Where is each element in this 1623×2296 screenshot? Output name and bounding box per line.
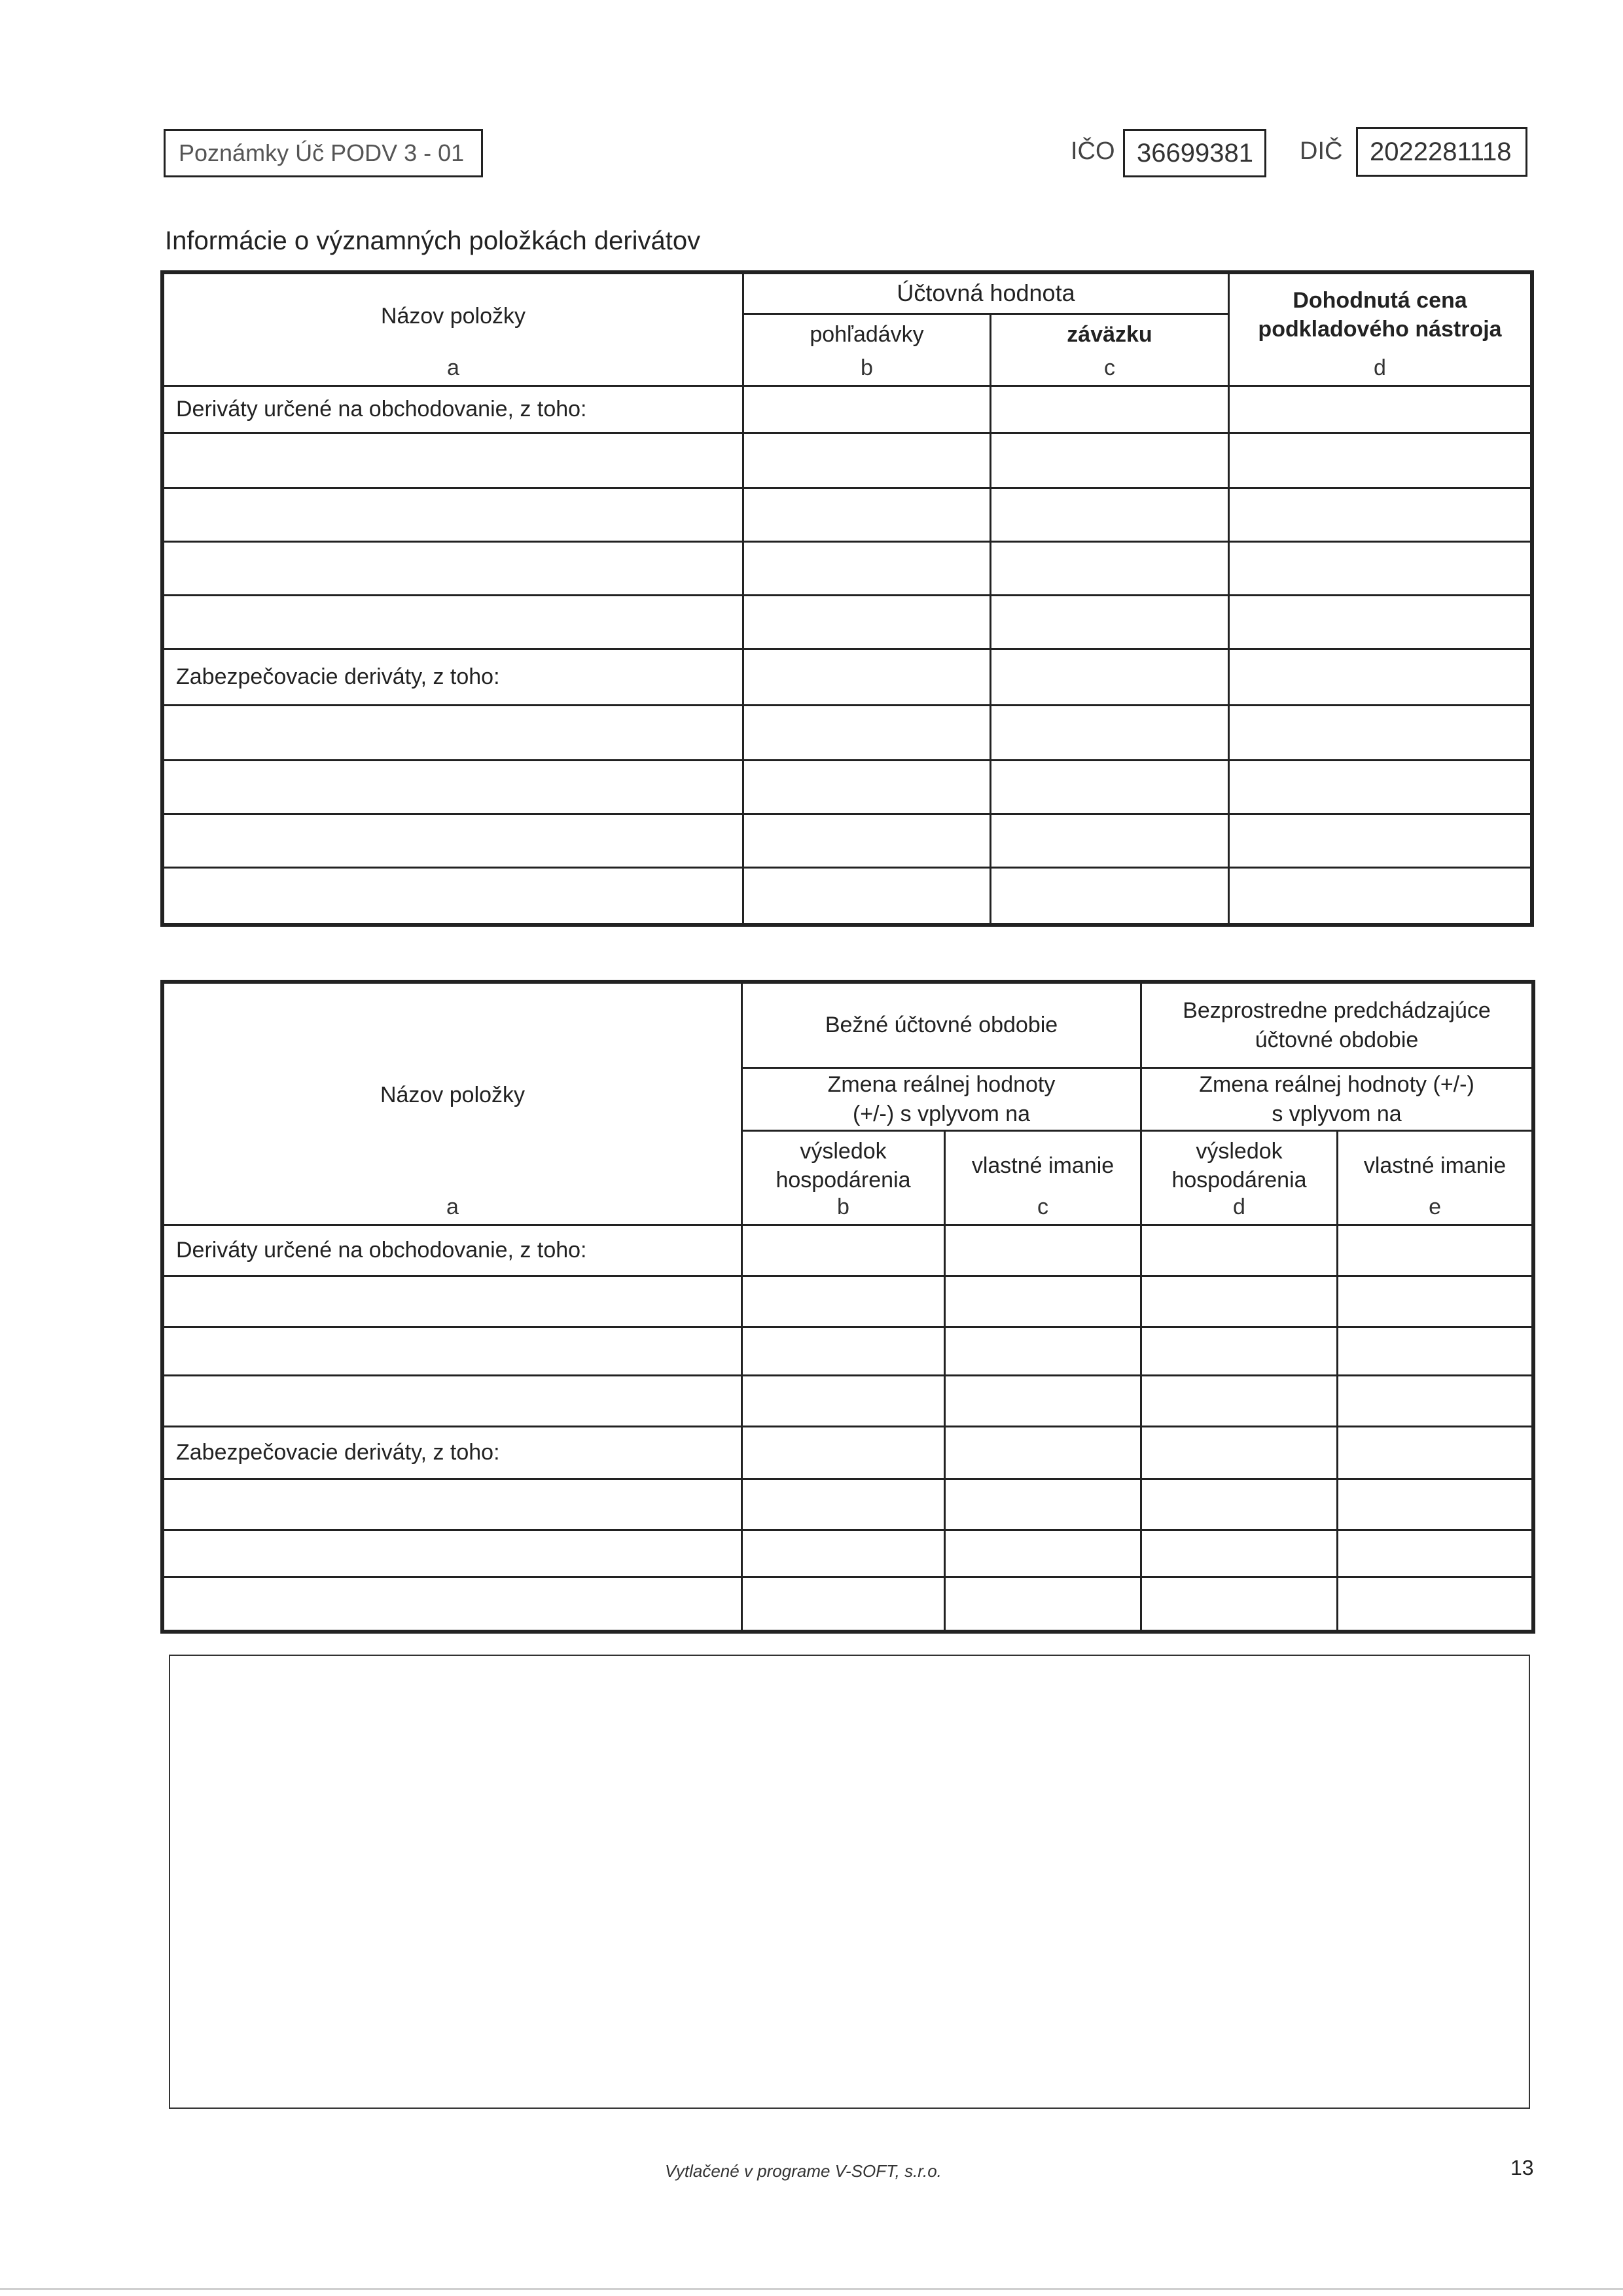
t1-row-hedging: Zabezpečovacie deriváty, z toho:: [164, 649, 743, 706]
t1-letter-c: c: [1104, 355, 1115, 380]
t1-header-liabilities: [991, 314, 1229, 386]
t2-cell: [1141, 1530, 1338, 1577]
t2-col-c: vlastné imanie: [971, 1153, 1115, 1178]
t2-cell: [742, 1479, 945, 1530]
t2-cell: [1338, 1577, 1533, 1631]
t2-prev-line2: účtovné obdobie: [1255, 1027, 1419, 1052]
t2-header-name: [164, 983, 742, 1225]
t2-cell: [945, 1276, 1141, 1327]
derivatives-carrying-value-table: [162, 272, 1532, 925]
t1-cell: [164, 433, 743, 488]
t1-header-agreed-price: [1229, 274, 1531, 386]
t2-fv-cur-line1: Zmena reálnej hodnoty: [827, 1072, 1056, 1098]
t2-letter-e: e: [1429, 1194, 1441, 1219]
t2-header-name-text: Názov položky: [380, 1083, 526, 1107]
t2-cell: [945, 1577, 1141, 1631]
t1-row-trading: Deriváty určené na obchodovanie, z toho:: [164, 386, 743, 433]
t1-header-name: [164, 274, 743, 386]
t2-cell: [164, 1479, 742, 1530]
t2-fv-cur-line2: (+/-) s vplyvom na: [852, 1101, 1031, 1126]
t2-fv-prev-line2: s vplyvom na: [1272, 1101, 1402, 1126]
t1-cell: [1229, 433, 1531, 488]
t1-cell: [1229, 488, 1531, 542]
t2-cell: [742, 1327, 945, 1376]
t2-header-col-e: [1338, 1131, 1533, 1225]
t2-cell: [1338, 1376, 1533, 1427]
t1-letter-d: d: [1374, 355, 1386, 380]
t2-cell: [1141, 1577, 1338, 1631]
t2-cell: [1141, 1376, 1338, 1427]
t2-cell: [945, 1427, 1141, 1479]
t2-cell: [1338, 1530, 1533, 1577]
t2-cell: [945, 1530, 1141, 1577]
t2-cell: [1141, 1276, 1338, 1327]
t1-cell: [743, 761, 991, 814]
page-number: 13: [1510, 2156, 1534, 2179]
t2-letter-a: a: [446, 1194, 459, 1219]
t1-letter-b: b: [861, 355, 873, 380]
t2-cell: [945, 1479, 1141, 1530]
t2-cell: [945, 1376, 1141, 1427]
section-title: Informácie o významných položkách derivátov: [165, 226, 701, 255]
t1-cell: [1229, 542, 1531, 596]
t1-cell: [164, 761, 743, 814]
t1-header-receivables: [743, 314, 991, 386]
t2-row-trading: Deriváty určené na obchodovanie, z toho:: [164, 1225, 742, 1276]
t2-cell: [1338, 1327, 1533, 1376]
t2-cell: [1141, 1427, 1338, 1479]
t2-header-col-d: [1141, 1131, 1338, 1225]
t1-cell: [743, 868, 991, 924]
ico-label: IČO: [1071, 137, 1115, 165]
t1-cell: [991, 596, 1229, 649]
t1-cell: [1229, 706, 1531, 761]
t2-cell: [164, 1276, 742, 1327]
t1-header-name-text: Názov položky: [380, 304, 526, 329]
t2-header-fv-change-current: [742, 1068, 1141, 1131]
t1-cell: [991, 542, 1229, 596]
t1-cell: [991, 433, 1229, 488]
t2-cell: [164, 1376, 742, 1427]
t1-col-c: záväzku: [1067, 322, 1152, 347]
t1-cell: [743, 706, 991, 761]
t1-col-d-line1: Dohodnutá cena: [1293, 288, 1467, 313]
t2-col-e: vlastné imanie: [1363, 1153, 1507, 1178]
t1-cell: [991, 386, 1229, 433]
t2-letter-b: b: [837, 1194, 849, 1219]
t1-cell: [991, 706, 1229, 761]
t1-cell: [743, 488, 991, 542]
t1-cell: [743, 814, 991, 868]
t2-cell: [742, 1276, 945, 1327]
t2-cell: [164, 1530, 742, 1577]
ico-field: [1123, 129, 1266, 177]
t1-cell: [743, 596, 991, 649]
t2-cell: [164, 1327, 742, 1376]
t2-cell: [742, 1376, 945, 1427]
dic-value: 2022281118: [1370, 137, 1512, 166]
t1-cell: [1229, 386, 1531, 433]
derivatives-fair-value-change-table: [162, 982, 1533, 1632]
t1-cell: [164, 488, 743, 542]
t2-prev-line1: Bezprostredne predchádzajúce: [1183, 998, 1491, 1024]
t1-cell: [991, 868, 1229, 924]
form-name: Poznámky Úč PODV 3 - 01: [179, 139, 465, 166]
t1-cell: [164, 542, 743, 596]
t1-cell: [743, 433, 991, 488]
t2-cell: [1338, 1276, 1533, 1327]
t2-cell: [742, 1225, 945, 1276]
t1-cell: [743, 386, 991, 433]
printed-by: Vytlačené v programe V-SOFT, s.r.o.: [665, 2161, 942, 2181]
t2-cell: [164, 1577, 742, 1631]
t1-col-d-line2: podkladového nástroja: [1258, 317, 1502, 342]
t1-cell: [1229, 868, 1531, 924]
t2-header-previous-period: [1141, 983, 1533, 1068]
t2-row-hedging: Zabezpečovacie deriváty, z toho:: [164, 1427, 742, 1479]
t2-fv-prev-line1: Zmena reálnej hodnoty (+/-): [1199, 1072, 1474, 1098]
t1-cell: [743, 542, 991, 596]
t2-cell: [945, 1327, 1141, 1376]
t2-col-d-line1: výsledok: [1196, 1139, 1283, 1164]
t1-header-carrying-value: Účtovná hodnota: [743, 274, 1229, 314]
t2-col-b-line1: výsledok: [800, 1139, 887, 1164]
t2-cell: [1141, 1479, 1338, 1530]
t2-header-col-b: [742, 1131, 945, 1225]
t2-header-fv-change-previous: [1141, 1068, 1533, 1131]
t1-cell: [1229, 649, 1531, 706]
t2-col-d-line2: hospodárenia: [1171, 1168, 1307, 1193]
t2-letter-c: c: [1037, 1194, 1048, 1219]
t1-cell: [1229, 596, 1531, 649]
t1-cell: [991, 649, 1229, 706]
t2-header-current-period: Bežné účtovné obdobie: [742, 983, 1141, 1068]
t2-cell: [1338, 1225, 1533, 1276]
t2-cell: [742, 1427, 945, 1479]
t1-cell: [743, 649, 991, 706]
dic-label: DIČ: [1300, 137, 1343, 165]
dic-field: [1356, 127, 1527, 177]
t1-cell: [164, 706, 743, 761]
t2-cell: [1338, 1479, 1533, 1530]
t1-cell: [1229, 814, 1531, 868]
t1-cell: [991, 761, 1229, 814]
notes-box: [169, 1655, 1530, 2109]
t2-cell: [742, 1577, 945, 1631]
form-name-box: [164, 129, 483, 177]
t1-col-b: pohľadávky: [810, 322, 924, 347]
t2-cell: [1141, 1225, 1338, 1276]
t2-letter-d: d: [1233, 1194, 1245, 1219]
t1-cell: [164, 868, 743, 924]
ico-value: 36699381: [1137, 138, 1253, 168]
t2-cell: [945, 1225, 1141, 1276]
t1-cell: [991, 814, 1229, 868]
scan-edge-line: [0, 2288, 1623, 2290]
t1-cell: [164, 814, 743, 868]
t1-cell: [164, 596, 743, 649]
t2-cell: [742, 1530, 945, 1577]
t2-cell: [1338, 1427, 1533, 1479]
t2-cell: [1141, 1327, 1338, 1376]
t1-cell: [1229, 761, 1531, 814]
t2-header-col-c: [945, 1131, 1141, 1225]
t2-col-b-line2: hospodárenia: [776, 1168, 911, 1193]
t1-letter-a: a: [447, 355, 459, 380]
t1-cell: [991, 488, 1229, 542]
